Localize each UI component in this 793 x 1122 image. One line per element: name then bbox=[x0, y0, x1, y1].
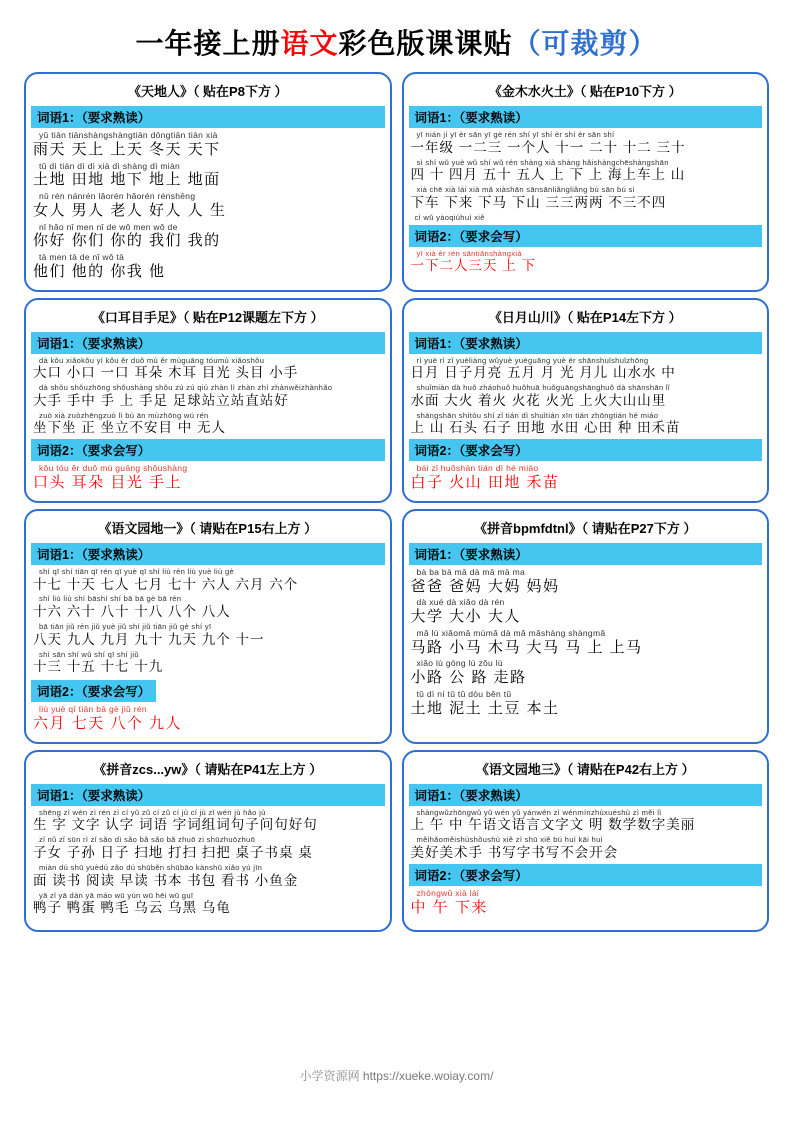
word-line bbox=[411, 384, 761, 410]
hanzi-text: 十三 十五 十七 十九 bbox=[33, 659, 164, 675]
pinyin-text: mǎ lù xiǎomǎ mùmǎ dà mǎ mǎshàng shàngmǎ bbox=[416, 627, 606, 638]
word-line bbox=[33, 162, 383, 191]
hanzi-text: 白子 火山 田地 禾苗 bbox=[410, 474, 560, 492]
pinyin-text: dà kǒu xiǎokǒu yì kǒu ěr duǒ mù ěr mùguāng tóumù xiǎoshǒu bbox=[39, 355, 265, 365]
word-line bbox=[411, 159, 761, 185]
section-band: 词语2：（要求会写） bbox=[31, 680, 156, 702]
hanzi-text: 女人 男人 老人 好人 人 生 bbox=[33, 201, 227, 219]
word-line bbox=[33, 464, 383, 493]
title-part2: 语文 bbox=[280, 28, 339, 59]
pinyin-text: shí qī shí tiān qī rén qī yuè qī shí liù rén liù yuè liù gè bbox=[39, 566, 234, 576]
section-band: 词语1：（要求熟读） bbox=[409, 784, 763, 806]
hanzi-text: 大口 小口 一口 耳朵 木耳 目光 头目 小手 bbox=[33, 365, 299, 381]
hanzi-text: 马路 小马 木马 大马 马 上 上马 bbox=[410, 638, 643, 656]
section-band: 词语1：（要求熟读） bbox=[409, 332, 763, 354]
word-rows bbox=[31, 705, 385, 734]
card-yuwenyuandi-yi bbox=[24, 509, 392, 744]
hanzi-text: 大手 手中 手 上 手足 足球站立站直站好 bbox=[33, 392, 289, 408]
word-line bbox=[33, 892, 383, 918]
card-title: 《语文园地三》（ 请贴在P42右上方 ） bbox=[475, 761, 695, 777]
word-line bbox=[33, 623, 383, 649]
word-line bbox=[411, 598, 761, 627]
pinyin-text: yī xià èr rén sāntiānshàngxià bbox=[416, 248, 522, 258]
word-rows bbox=[31, 464, 385, 493]
word-rows bbox=[31, 568, 385, 676]
card-title: 《拼音bpmfdtnl》（ 请贴在P27下方 ） bbox=[474, 520, 697, 536]
word-line bbox=[33, 253, 383, 282]
hanzi-text: 土地 田地 地下 地上 地面 bbox=[33, 171, 221, 189]
word-line bbox=[33, 412, 383, 438]
word-rows bbox=[31, 809, 385, 917]
pinyin-text: sì shí wǔ yuè wǔ shí wǔ rén shàng xià shàng hǎishàngchēshàngshān bbox=[416, 157, 669, 167]
hanzi-text: 鸭子 鸭蛋 鸭毛 乌云 乌黑 乌龟 bbox=[33, 900, 231, 916]
pinyin-text: nǐ hǎo nǐ men nǐ de wǒ men wǒ de bbox=[39, 221, 178, 232]
pinyin-text: zuò xià zuòzhēngzuò lì bù ān mùzhōng wú rén bbox=[39, 410, 209, 420]
pinyin-text: tǔ dì tián dì dì xià dì shàng dì miàn bbox=[39, 160, 181, 171]
word-rows bbox=[409, 889, 763, 918]
hanzi-text: 爸爸 爸妈 大妈 妈妈 bbox=[410, 577, 560, 595]
word-line bbox=[411, 809, 761, 835]
footer-site: https://xueke.woiay.com/ bbox=[362, 1069, 494, 1083]
hanzi-text: 子女 子孙 日子 扫地 打扫 扫把 桌子书桌 桌 bbox=[33, 845, 313, 861]
pinyin-text: měihǎoměishùshǒushù xiě zì shū xiě bú huì kāi huì bbox=[416, 835, 604, 845]
card-pinyin-bpmfdtnl bbox=[402, 509, 770, 744]
word-line bbox=[411, 889, 761, 918]
hanzi-text: 上 山 石头 石子 田地 水田 心田 种 田禾苗 bbox=[410, 420, 681, 436]
word-rows bbox=[409, 464, 763, 493]
hanzi-text: 十六 六十 八十 十八 八个 八人 bbox=[33, 604, 231, 620]
card-title: 《天地人》（ 贴在P8下方 ） bbox=[127, 84, 288, 99]
word-rows bbox=[409, 568, 763, 719]
hanzi-text: 上 午 中 午语文语言文字文 明 数学数字美丽 bbox=[410, 817, 696, 833]
section-band: 词语1：（要求熟读） bbox=[409, 543, 763, 565]
card-grid bbox=[24, 72, 769, 932]
word-rows bbox=[409, 131, 763, 212]
card-koueryemuzushou bbox=[24, 298, 392, 503]
pinyin-text: bái zǐ huǒshān tián dì hé miáo bbox=[416, 463, 539, 474]
footer-brand: 小学资源网 bbox=[299, 1069, 360, 1083]
pinyin-text: cì wǔ yàoqiúhuì xiě bbox=[414, 212, 485, 222]
card-tiandiren bbox=[24, 72, 392, 292]
pinyin-text: shí liù liù shí bāshí shí bā bā gè bā rén bbox=[39, 594, 182, 604]
word-rows bbox=[409, 250, 763, 276]
pinyin-text: miàn dú shū yuèdú zǎo dú shūběn shūbāo kànshū xiǎo yú jīn bbox=[39, 862, 263, 872]
word-line bbox=[33, 223, 383, 252]
word-line bbox=[411, 250, 761, 276]
pinyin-text: kǒu tóu ěr duǒ mù guāng shǒushàng bbox=[39, 463, 188, 474]
pinyin-text: shàngwǔzhōngwǔ yǔ wén yǔ yánwén zì wénmínzhùxuéshù zì měi lì bbox=[416, 807, 662, 817]
word-line bbox=[411, 836, 761, 862]
hanzi-text: 土地 泥土 土豆 本土 bbox=[410, 699, 560, 717]
section-band: 词语2：（要求会写） bbox=[409, 439, 763, 461]
section-band: 词语2：（要求会写） bbox=[409, 864, 763, 886]
hanzi-text: 十七 十天 七人 七月 七十 六人 六月 六个 bbox=[33, 576, 299, 592]
hanzi-text: 一下二人三天 上 下 bbox=[410, 258, 537, 274]
pinyin-text: yǔ tiān tiānshàngshàngtiān dōngtiān tiān xià bbox=[39, 130, 218, 140]
word-line bbox=[411, 464, 761, 493]
hanzi-text: 大学 大小 大人 bbox=[410, 608, 521, 626]
card-yuwenyuandi-san bbox=[402, 750, 770, 933]
pinyin-text: shí sān shí wǔ shí qī shí jiǔ bbox=[39, 649, 139, 659]
section-band: 词语1：（要求熟读） bbox=[31, 784, 385, 806]
card-jinmushuihuotu bbox=[402, 72, 770, 292]
word-rows bbox=[31, 131, 385, 282]
word-line bbox=[33, 651, 383, 677]
word-rows bbox=[31, 357, 385, 438]
word-line bbox=[33, 595, 383, 621]
hanzi-text: 六月 七天 八个 九人 bbox=[33, 715, 183, 733]
word-rows bbox=[409, 809, 763, 862]
card-title: 《语文园地一》（ 请贴在P15右上方 ） bbox=[98, 520, 318, 536]
pinyin-text: shēng zì wén zì rén zì cí yǔ zǔ cí zǔ cí jù cí jù zǐ wén jù hǎo jù bbox=[39, 807, 266, 817]
hanzi-text: 水面 大火 着火 火花 火光 上火大山山里 bbox=[410, 392, 667, 408]
title-part3: 彩色版课课贴 bbox=[338, 28, 513, 59]
word-line bbox=[33, 131, 383, 160]
hanzi-text: 面 读书 阅读 早读 书本 书包 看书 小鱼金 bbox=[33, 872, 299, 888]
pinyin-text: tā men tā de nǐ wǒ tā bbox=[39, 252, 125, 263]
word-line bbox=[411, 186, 761, 212]
card-pinyin-zcsyw bbox=[24, 750, 392, 933]
word-line bbox=[411, 568, 761, 597]
card-title: 《金木水火土》（ 贴在P10下方 ） bbox=[488, 84, 682, 99]
hanzi-text: 八天 九人 九月 九十 九天 九个 十一 bbox=[33, 631, 265, 647]
hanzi-text: 小路 公 路 走路 bbox=[410, 669, 527, 687]
hanzi-text: 日月 日子月亮 五月 月 光 月儿 山水水 中 bbox=[410, 365, 676, 381]
word-line bbox=[411, 629, 761, 658]
card-riyueshanchuan bbox=[402, 298, 770, 503]
section-band: 词语1：（要求熟读） bbox=[31, 543, 385, 565]
hanzi-text: 坐下坐 正 坐立不安目 中 无人 bbox=[33, 420, 227, 436]
section-band: 词语2：（要求会写） bbox=[31, 439, 385, 461]
word-line bbox=[411, 659, 761, 688]
section-band: 词语2：（要求会写） bbox=[409, 225, 763, 247]
word-line bbox=[411, 690, 761, 719]
word-line bbox=[33, 357, 383, 383]
pinyin-text: rì yuè rì zǐ yuèliàng wǔyuè yuèguāng yuè ér shānshuǐshuǐzhōng bbox=[416, 355, 649, 365]
word-line bbox=[33, 864, 383, 890]
pinyin-text: shàngshān shítóu shí zǐ tián dì shuǐtián xīn tián zhōngtián hé miáo bbox=[416, 410, 659, 420]
pinyin-text: dà shǒu shǒuzhōng shǒushàng shǒu zú zú qiú zhàn lì zhàn zhí zhànwěizhànhǎo bbox=[39, 383, 333, 393]
pinyin-text: yā zǐ yā dàn yā máo wū yún wū hēi wū guī bbox=[39, 890, 194, 900]
section-band: 词语1：（要求熟读） bbox=[31, 106, 385, 128]
word-line bbox=[33, 809, 383, 835]
word-line bbox=[411, 357, 761, 383]
card-title: 《日月山川》（ 贴在P14左下方 ） bbox=[488, 309, 682, 325]
hanzi-text: 生 字 文字 认字 词语 字词组词句子问句好句 bbox=[33, 817, 318, 833]
word-line bbox=[33, 192, 383, 221]
hanzi-text: 中 午 下来 bbox=[410, 898, 488, 916]
section-band: 词语1：（要求熟读） bbox=[31, 332, 385, 354]
word-line bbox=[33, 705, 383, 734]
section-band: 词语1：（要求熟读） bbox=[409, 106, 763, 128]
card-title: 《拼音zcs...yw》（ 请贴在P41左上方 ） bbox=[93, 761, 323, 777]
word-line bbox=[411, 131, 761, 157]
pinyin-text: zhōngwǔ xià lái bbox=[416, 887, 480, 898]
footer-watermark bbox=[0, 1067, 793, 1084]
pinyin-text: shuǐmiàn dà huǒ zháohuǒ huǒhuā huǒguāngshānghuǒ dà shānshān lǐ bbox=[416, 383, 670, 393]
hanzi-text: 口头 耳朵 目光 手上 bbox=[33, 474, 183, 492]
pinyin-text: bà ba bà mā dà mā mā ma bbox=[416, 566, 525, 577]
card-title: 《口耳目手足》（ 贴在P12课题左下方 ） bbox=[91, 309, 324, 325]
hanzi-text: 你好 你们 你的 我们 我的 bbox=[33, 232, 221, 250]
hanzi-text: 美好美术手 书写字书写不会开会 bbox=[410, 845, 619, 861]
hanzi-text: 下车 下来 下马 下山 三三两两 不三不四 bbox=[410, 194, 667, 210]
pinyin-text: tǔ dì ní tǔ tǔ dòu běn tǔ bbox=[416, 688, 512, 699]
title-part1: 一年接上册 bbox=[135, 28, 281, 59]
hanzi-text: 四 十 四月 五十 五人 上 下 上 海上车上 山 bbox=[410, 167, 686, 183]
pinyin-text: dà xué dà xiǎo dà rén bbox=[416, 597, 505, 608]
pinyin-text: yī nián jí yī èr sān yī gè rén shí yī shí èr shí èr sān shí bbox=[416, 130, 615, 139]
title-part4: （可裁剪） bbox=[512, 28, 658, 59]
page-title bbox=[24, 0, 769, 70]
hanzi-text: 他们 他的 你我 他 bbox=[33, 262, 166, 280]
pinyin-text: xiǎo lù gōng lù zǒu lù bbox=[416, 658, 503, 669]
word-line bbox=[33, 384, 383, 410]
pinyin-text: zǐ nǔ zǐ sūn rì zǐ sǎo dì sǎo bǎ sǎo bǎ zhuō zi shūzhuōzhuō bbox=[39, 835, 256, 845]
pinyin-text: bā tiān jiǔ rén jiǔ yuè jiǔ shí jiǔ tiān jiǔ gè shí yī bbox=[39, 622, 212, 632]
word-line bbox=[33, 568, 383, 594]
word-rows bbox=[409, 357, 763, 438]
hanzi-text: 雨天 天上 上天 冬天 天下 bbox=[33, 140, 221, 158]
pinyin-text: xià chē xià lái xià mǎ xiàshān sānsānliǎngliǎng bù sān bú sì bbox=[416, 185, 636, 195]
pinyin-text: liù yuè qī tiān bā gè jiǔ rén bbox=[39, 704, 147, 715]
hanzi-text: 一年级 一二三 一个人 十一 二十 十二 三十 bbox=[410, 139, 686, 155]
pinyin-text: nǔ rén nánrén lǎorén hǎorén rénshēng bbox=[39, 191, 196, 202]
word-line bbox=[411, 412, 761, 438]
word-line bbox=[33, 836, 383, 862]
